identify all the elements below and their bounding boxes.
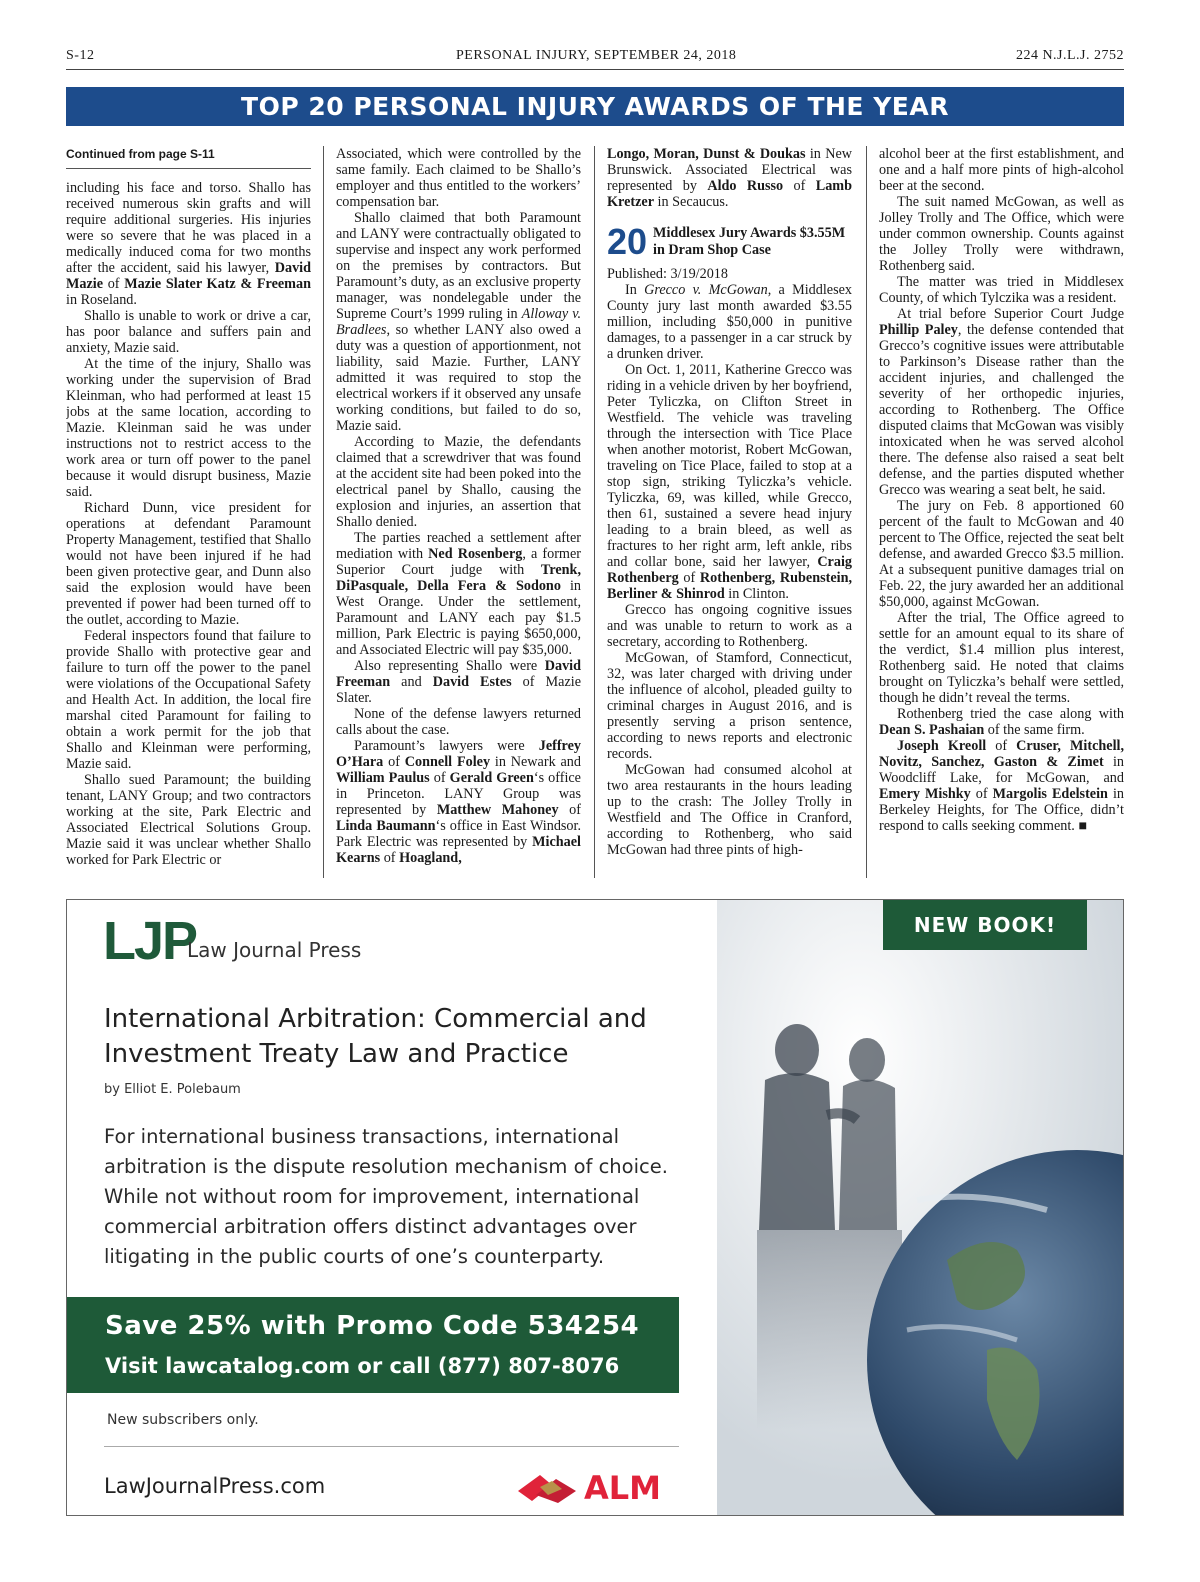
paragraph: On Oct. 1, 2011, Katherine Grecco was riding in a vehicle driven by her boyfriend, Peter Tyliczka, on Clifton Street in Westfield. The vehicle was traveling through the intersection with Tice Place when another motorist, Robert McGowan, traveling on Tice Place, failed to stop at a stop sign, striking Tyliczka’s vehicle. Tyliczka, 69, was killed, while Grecco, then 61, sustained a severe head injury leading to a brain bleed, as well as fractures to her right arm, left ankle, ribs and collar bone, said her lawyer, Craig Rothenberg of Rothenberg, Rubenstein, Berliner & Shinrod in Clinton. (607, 362, 852, 602)
promo-contact-text[interactable]: Visit lawcatalog.com or call (877) 807-8076 (105, 1354, 620, 1378)
paragraph: Richard Dunn, vice president for operations at defendant Paramount Property Management, testified that Shallo would not have been injured if he had been given protective gear, and Dunn also said the explosion would have been prevented if power had been turned off to the outlet, according to Mazie. (66, 500, 311, 628)
paragraph: Grecco has ongoing cognitive issues and was unable to return to work as a secretary, according to Rothenberg. (607, 602, 852, 650)
ad-photo (717, 900, 1123, 1515)
paragraph: Paramount’s lawyers were Jeffrey O’Hara of Connell Foley in Newark and William Paulus of Gerald Green‘s office in Princeton. LANY Group was represented by Matthew Mahoney of Linda Baumann‘s office in East Windsor. Park Electric was represented by Michael Kearns of Hoagland, (336, 738, 581, 866)
paragraph: Federal inspectors found that failure to provide Shallo with protective gear and failure to turn off the power to the panel were violations of the Occupational Safety and Health Act. In addition, the local fire marshal cited Paramount for failing to obtain a work permit for the job that Shallo and Kleinman were performing, Mazie said. (66, 628, 311, 772)
award-heading (607, 221, 852, 262)
paragraph: Also representing Shallo were David Freeman and David Estes of Mazie Slater. (336, 658, 581, 706)
page-number: S-12 (66, 48, 95, 63)
column-divider (594, 146, 595, 878)
book-author: by Elliot E. Polebaum (104, 1082, 241, 1097)
published-date: Published: 3/19/2018 (607, 266, 728, 282)
paragraph: The matter was tried in Middlesex County, of which Tylczika was a resident. (879, 274, 1124, 306)
paragraph: Shallo sued Paramount; the building tenant, LANY Group; and two contractors working at the site, Park Electric and Associated Electrical Solutions Group. Mazie said it was unclear whether Shallo worked for Park Electric or (66, 772, 311, 868)
alm-logo: ALM (518, 1468, 661, 1508)
alm-logo-icon (518, 1471, 578, 1505)
ljp-logo: LJP (103, 911, 197, 971)
promo-code-text: Save 25% with Promo Code 534254 (105, 1311, 640, 1341)
paragraph: Rothenberg tried the case along with Dean S. Pashaian of the same firm. (879, 706, 1124, 738)
paragraph: In Grecco v. McGowan, a Middlesex County jury last month awarded $3.55 million, including $50,000 in punitive damages, to a passenger in a car struck by a drunken driver. (607, 282, 852, 362)
handshake-globe-image (717, 900, 1123, 1515)
paragraph: None of the defense lawyers returned calls about the case. (336, 706, 581, 738)
article-column-2 (336, 146, 581, 886)
header-rule (66, 69, 1124, 70)
paragraph: At the time of the injury, Shallo was working under the supervision of Brad Kleinman, who had performed at least 15 jobs at the same location, according to Mazie. Kleinman said he was under instructions not to restrict access to the work area or turn off power to the panel because it would disrupt business, Mazie said. (66, 356, 311, 500)
ad-divider (104, 1446, 679, 1447)
ljp-logo-name: Law Journal Press (187, 938, 362, 962)
paragraph: Shallo claimed that both Paramount and LANY were contractually obligated to supervise and inspect any work performed on the premises by contractors. But Paramount’s duty, as an exclusive property manager, was nondelegable under the Supreme Court’s 1999 ruling in Alloway v. Bradlees, so whether LANY also owed a duty was a question of apportionment, not liability, said Mazie. Further, LANY admitted it was required to stop the electrical workers if it observed any unsafe working conditions, but failed to do so, Mazie said. (336, 210, 581, 434)
paragraph: Longo, Moran, Dunst & Doukas in New Brunswick. Associated Electrical was represented by Aldo Russo of Lamb Kretzer in Secaucus. (607, 146, 852, 210)
book-advertisement[interactable] (66, 899, 1124, 1516)
award-title: Middlesex Jury Awards $3.55M in Dram Shop Case (653, 225, 846, 258)
section-banner: TOP 20 PERSONAL INJURY AWARDS OF THE YEAR (66, 87, 1124, 126)
column-divider (323, 146, 324, 878)
publication-title: PERSONAL INJURY, SEPTEMBER 24, 2018 (456, 48, 737, 63)
paragraph: Shallo is unable to work or drive a car, has poor balance and suffers pain and anxiety, Mazie said. (66, 308, 311, 356)
column-divider (866, 146, 867, 878)
paragraph: According to Mazie, the defendants claimed that a screwdriver that was found at the accident site had been poked into the electrical panel by Shallo, causing the explosion and injuries, an assertion that Shallo denied. (336, 434, 581, 530)
article-column-3 (607, 146, 852, 886)
book-title: International Arbitration: Commercial and Investment Treaty Law and Practice (104, 1004, 647, 1069)
paragraph: The suit named McGowan, as well as Jolley Trolly and The Office, which were under common ownership. Counts against the Jolley Trolly were withdrawn, Rothenberg said. (879, 194, 1124, 274)
paragraph: Associated, which were controlled by the same family. Each claimed to be Shallo’s employer and thus entitled to the workers’ compensation bar. (336, 146, 581, 210)
paragraph: Joseph Kreoll of Cruser, Mitchell, Novitz, Sanchez, Gaston & Zimet in Woodcliff Lake, for McGowan, and Emery Mishky of Margolis Edelstein in Berkeley Heights, for The Office, didn’t respond to calls seeking comment. ■ (879, 738, 1124, 834)
new-book-badge: NEW BOOK! (883, 900, 1087, 950)
paragraph: At trial before Superior Court Judge Phillip Paley, the defense contended that Grecco’s cognitive issues were attributable to Parkinson’s Disease rather than the accident injuries, and challenged the severity of her orthopedic injuries, according to Rothenberg. The Office disputed claims that McGowan was visibly intoxicated when he was served alcohol there. The defense also raised a seat belt defense, and the parties disputed whether Grecco was wearing a seat belt, he said. (879, 306, 1124, 498)
ad-text-panel (67, 900, 717, 1515)
paragraph: After the trial, The Office agreed to settle for an amount equal to its share of the verdict, $1.4 million plus interest, Rothenberg said. He noted that claims brought on Tyliczka’s behalf were settled, though he didn’t reveal the terms. (879, 610, 1124, 706)
website-link[interactable]: LawJournalPress.com (104, 1474, 326, 1498)
paragraph: including his face and torso. Shallo has received numerous skin grafts and will require additional surgeries. His injuries were so severe that he was placed in a medically induced coma for two months after the accident, said his lawyer, David Mazie of Mazie Slater Katz & Freeman in Roseland. (66, 180, 311, 308)
book-description: For international business transactions, international arbitration is the dispute resolution mechanism of choice. While not without room for improvement, international commercial arbitration offers distinct advantages over litigating in the public courts of one’s counterparty. (104, 1125, 668, 1268)
paragraph: McGowan, of Stamford, Connecticut, 32, was later charged with driving under the influence of alcohol, pleaded guilty to criminal charges in August 2016, and is presently serving a prison sentence, according to news reports and electronic records. (607, 650, 852, 762)
promo-box[interactable] (67, 1297, 679, 1393)
article-column-4 (879, 146, 1124, 886)
citation: 224 N.J.L.J. 2752 (1015, 48, 1124, 63)
subscriber-note: New subscribers only. (107, 1412, 259, 1428)
paragraph: alcohol beer at the first establishment, and one and a half more pints of high-alcohol beer at the second. (879, 146, 1124, 194)
award-rank: 20 (607, 221, 648, 262)
paragraph: McGowan had consumed alcohol at two area restaurants in the hours leading up to the crash: The Jolley Trolly in Westfield and The Office in Cranford, according to Rothenberg, who said McGowan had three pints of high- (607, 762, 852, 858)
continued-note: Continued from page S-11 (66, 146, 311, 169)
paragraph: The parties reached a settlement after mediation with Ned Rosenberg, a former Superior Court judge with Trenk, DiPasquale, Della Fera & Sodono in West Orange. Under the settlement, Paramount and LANY each pay $1.5 million, Park Electric is paying $650,000, and Associated Electric will pay $35,000. (336, 530, 581, 658)
page-header (66, 48, 1124, 68)
paragraph: The jury on Feb. 8 apportioned 60 percent of the fault to McGowan and 40 percent to The Office, rejected the seat belt defense, and awarded Grecco $3.5 million. At a subsequent punitive damages trial on Feb. 22, the jury awarded her an additional $50,000, against McGowan. (879, 498, 1124, 610)
article-column-1 (66, 146, 311, 886)
